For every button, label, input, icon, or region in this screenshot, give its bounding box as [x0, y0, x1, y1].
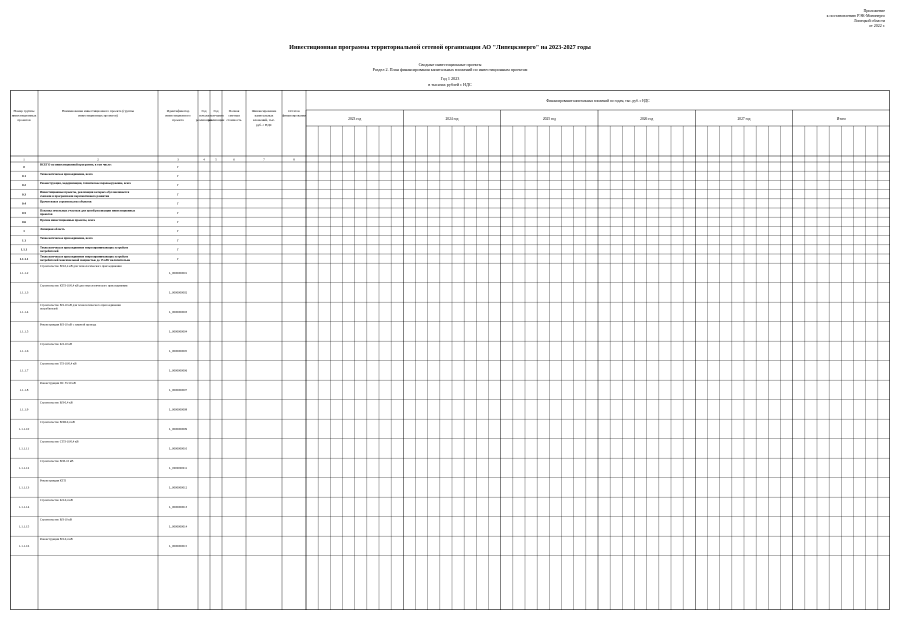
- row-id: Г: [177, 247, 179, 252]
- row-id: L_0000000005: [168, 349, 188, 354]
- row-name: Строительство ВЛ-0,4 кВ: [40, 400, 73, 405]
- header-label: капитальных: [254, 113, 274, 118]
- header-label: реализации: [195, 118, 213, 123]
- row-number: 1.1.1: [20, 247, 28, 252]
- header-label: Остаток: [288, 109, 300, 113]
- row-name: Строительство ВЛ-0,4 кВ для технологического присоединения: [40, 263, 122, 268]
- row-name: Технологическое присоединение, всего: [40, 171, 93, 176]
- header-label: сметная: [228, 113, 240, 118]
- row-id: L_0000000003: [168, 310, 188, 315]
- header-label: начала: [199, 113, 209, 118]
- row-name: Реконструкция КТП: [40, 478, 66, 483]
- row-name: Липецкая область: [40, 227, 65, 231]
- row-number: 0.6: [22, 220, 26, 224]
- row-name: потребителей: [40, 249, 59, 253]
- column-number: 8: [293, 157, 295, 162]
- row-id: Г: [177, 192, 179, 197]
- header-label: Год: [201, 109, 207, 113]
- header-label: инвестиционных проектов): [78, 113, 118, 118]
- table-border: [11, 91, 890, 610]
- header-label: Номер группы: [13, 109, 35, 113]
- header-label: проектов: [17, 118, 31, 123]
- row-name: Строительство ВЛ-10 кВ для технологического присоединения: [40, 302, 121, 307]
- column-number: 1: [23, 157, 25, 162]
- row-name: Строительство ТП-10/0,4 кВ: [40, 361, 77, 366]
- row-number: 0.2: [22, 183, 26, 188]
- row-name: Прочие инвестиционные проекты, всего: [40, 217, 96, 222]
- row-number: 0.3: [22, 192, 26, 197]
- row-number: 1.1.1.2: [19, 271, 29, 276]
- row-name: схемами и программами перспективного развития: [40, 193, 110, 198]
- row-id: Г: [177, 183, 179, 188]
- row-id: L_0000000002: [168, 290, 188, 295]
- row-name: ВСЕГО по инвестиционной программе, в том числе:: [40, 162, 112, 167]
- header-label: окончания: [208, 113, 224, 118]
- appendix-line: Липецкой области: [853, 18, 885, 23]
- row-number: 1.1.1.8: [19, 388, 29, 393]
- row-id: Г: [177, 174, 179, 178]
- row-name: Технологическое присоединение, всего: [40, 236, 93, 241]
- row-id: L_0000000008: [168, 407, 188, 412]
- row-id: Г: [177, 201, 179, 206]
- row-id: L_0000000010: [168, 446, 188, 451]
- investment-table-grid: [10, 90, 890, 610]
- row-id: L_0000000004: [168, 329, 188, 334]
- row-name: потребителей: [40, 306, 58, 311]
- header-label: Идентификатор: [166, 109, 190, 113]
- row-name: Реконструкция ВЛ-10 кВ с заменой провода: [40, 322, 97, 327]
- row-number: 0: [23, 164, 25, 169]
- row-id: Г: [177, 238, 179, 243]
- row-name: Строительство ВЛИ-0,4 кВ: [40, 419, 75, 424]
- finance-header: Финансирование капитальных вложений по годам, тыс. руб. с НДС: [546, 99, 650, 103]
- appendix-line: от 2022 г.: [869, 23, 885, 28]
- row-number: 1.1.1.16: [18, 544, 30, 549]
- row-id: L_0000000012: [168, 485, 188, 490]
- row-id: Г: [177, 164, 179, 169]
- row-number: 0.5: [22, 210, 26, 215]
- row-name: Покупка земельных участков для целей реализации инвестиционных: [40, 208, 136, 213]
- row-name: проектов: [40, 212, 53, 217]
- column-number: 3: [177, 157, 179, 162]
- column-number: 6: [233, 157, 235, 162]
- period-header: 2024 год: [445, 117, 459, 121]
- row-number: 1.1: [22, 238, 26, 243]
- row-number: 1: [23, 229, 25, 234]
- row-name: Реконструкция ВЛ-0,4 кВ: [40, 536, 73, 541]
- row-name: Технологическое присоединение энергопринимающих устройств: [40, 254, 129, 259]
- row-name: Строительство ВЛЗ-10 кВ: [40, 458, 74, 463]
- row-id: L_0000000014: [168, 524, 188, 529]
- row-number: 1.1.1.7: [19, 368, 29, 373]
- row-name: потребителей максимальной мощностью до 15 кВт включительно: [40, 258, 131, 263]
- row-id: L_0000000001: [168, 271, 188, 276]
- row-id: Г: [177, 256, 179, 261]
- column-number: 7: [263, 157, 265, 162]
- row-number: 1.1.1.9: [19, 407, 29, 412]
- row-id: L_0000000015: [168, 544, 188, 549]
- period-header: 2026 год: [640, 117, 654, 121]
- row-name: Прочее новое строительство объектов: [40, 199, 92, 204]
- subtitle-section: Раздел 2. План финансирования капитальных вложений по инвестиционным проектам: [372, 67, 528, 72]
- row-name: Реконструкция, модернизация, техническое перевооружение, всего: [40, 181, 132, 185]
- row-number: 1.1.1.5: [19, 329, 29, 334]
- subtitle-projects: Сводные инвестиционные проекты: [418, 62, 482, 67]
- period-header: 2023 год: [348, 117, 362, 121]
- row-id: Г: [177, 220, 179, 224]
- appendix-line: к постановлению РЭК-Минэнерго: [826, 13, 885, 18]
- document-title: Инвестиционная программа территориальной сетевой организации АО "Липецкэнерго" на 2023-2027 годы: [289, 44, 591, 51]
- row-name: Реконструкция ПС 35/10 кВ: [40, 380, 76, 385]
- header-label: реализации: [207, 118, 225, 123]
- row-number: 0.1: [22, 174, 26, 178]
- row-number: 1.1.1.1: [19, 256, 29, 261]
- row-number: 0.4: [22, 201, 26, 206]
- column-number: 2: [97, 157, 99, 162]
- row-number: 1.1.1.10: [18, 427, 30, 432]
- subtitle-year: Год 1 2023: [440, 76, 460, 81]
- row-id: L_0000000006: [168, 368, 188, 373]
- row-number: 1.1.1.15: [18, 524, 30, 529]
- period-header: 2025 год: [542, 117, 556, 121]
- row-number: 1.1.1.4: [19, 310, 29, 315]
- header-label: финансирования: [281, 113, 307, 118]
- row-id: L_0000000009: [168, 427, 188, 432]
- row-number: 1.1.1.6: [19, 349, 29, 354]
- row-id: Г: [177, 210, 179, 215]
- header-label: инвестиционных: [11, 113, 37, 118]
- header-label: вложений, тыс.: [253, 118, 275, 123]
- row-name: Строительство СТП-10/0,4 кВ: [40, 439, 79, 444]
- period-header: 2027 год: [737, 117, 751, 121]
- row-name: Строительство ВЛ-10 кВ: [40, 517, 72, 522]
- row-id: L_0000000013: [168, 505, 188, 510]
- appendix-block: [675, 8, 885, 28]
- row-name: Технологическое присоединение энергопринимающих устройств: [40, 245, 129, 250]
- row-id: L_0000000007: [168, 388, 188, 393]
- row-name: Инвестиционные проекты, реализация которых обуславливается: [40, 190, 130, 195]
- row-name: Строительство КЛ-0,4 кВ: [40, 497, 73, 502]
- header-label: инвестиционного: [165, 113, 191, 118]
- header-label: Полная: [228, 109, 240, 113]
- investment-table: [10, 90, 890, 610]
- header-label: стоимость: [226, 118, 242, 123]
- row-number: 1.1.1.11: [18, 446, 30, 451]
- row-number: 1.1.1.14: [18, 505, 30, 510]
- header-label: Финансирование: [251, 109, 277, 113]
- appendix-line: Приложение: [863, 8, 885, 13]
- header-label: Наименование инвестиционного проекта (группы: [61, 109, 135, 113]
- row-number: 1.1.1.12: [18, 466, 30, 471]
- header-label: Год: [213, 109, 219, 113]
- row-id: L_0000000011: [168, 466, 188, 471]
- row-name: Строительство КТП-10/0,4 кВ для технологического присоединения: [40, 283, 128, 288]
- header-label: проекта: [172, 118, 184, 123]
- period-header: Итого: [836, 117, 846, 121]
- column-number: 5: [215, 157, 217, 162]
- subtitle-units: в тысячах рублей с НДС: [428, 82, 472, 87]
- row-number: 1.1.1.13: [18, 485, 30, 490]
- row-name: Строительство КЛ-10 кВ: [40, 341, 72, 346]
- column-number: 4: [203, 157, 205, 162]
- row-number: 1.1.1.3: [19, 290, 29, 295]
- row-id: Г: [177, 229, 179, 234]
- header-label: руб. с НДС: [255, 122, 273, 127]
